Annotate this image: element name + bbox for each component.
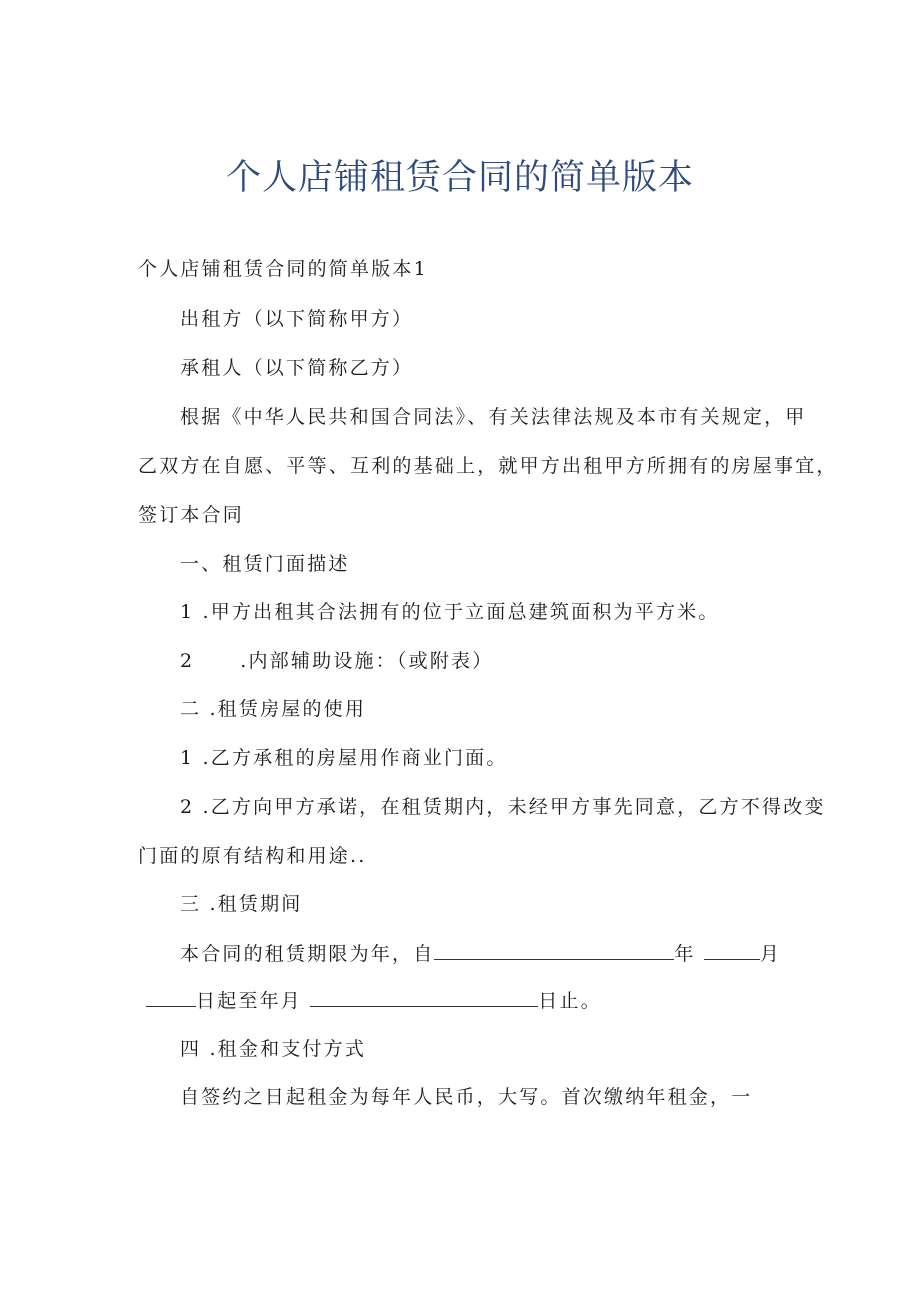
section-1-item-2 xyxy=(180,649,493,673)
section-2-heading: 二 .租赁房屋的使用 xyxy=(180,698,367,720)
preamble-line-3: 签订本合同 xyxy=(138,504,245,526)
preamble-line-2: 乙双方在自愿、平等、互利的基础上，就甲方出租甲方所拥有的房屋事宜， xyxy=(138,455,838,477)
section-2-item-2 xyxy=(180,795,826,819)
lessee-line: 承租人（以下简称乙方） xyxy=(180,357,414,379)
section-3-heading: 三 .租赁期间 xyxy=(180,893,303,915)
document-title: 个人店铺租赁合同的简单版本 xyxy=(225,158,694,198)
month-label: 月 xyxy=(759,943,782,965)
item-text: .甲方出租其合法拥有的位于立面总建筑面积为平方米。 xyxy=(202,601,720,623)
term-line-1 xyxy=(180,941,781,966)
item-number: 1 xyxy=(180,601,195,623)
year-label: 年 xyxy=(674,943,696,965)
item-text: .乙方承租的房屋用作商业门面。 xyxy=(202,747,508,769)
item-text: .内部辅助设施：（或附表） xyxy=(240,650,494,672)
item-number: 1 xyxy=(180,747,195,769)
item-number: 2 xyxy=(180,796,195,818)
document-subtitle: 个人店铺租赁合同的简单版本1 xyxy=(138,258,428,280)
term-prefix: 本合同的租赁期限为年，自 xyxy=(180,943,435,965)
item-text: .乙方向甲方承诺，在租赁期内，未经甲方事先同意，乙方不得改变 xyxy=(202,796,826,818)
end-date-blank[interactable] xyxy=(310,988,538,1007)
item-number: 2 xyxy=(180,650,195,672)
section-1-item-1 xyxy=(180,600,720,624)
term-end: 日止。 xyxy=(538,990,602,1012)
rent-line-1: 自签约之日起租金为每年人民币，大写。首次缴纳年租金，一 xyxy=(180,1086,753,1108)
section-4-heading: 四 .租金和支付方式 xyxy=(180,1038,367,1060)
section-2-item-1 xyxy=(180,746,508,770)
term-line-2 xyxy=(146,988,602,1013)
start-day-blank[interactable] xyxy=(146,988,196,1007)
lessor-line: 出租方（以下简称甲方） xyxy=(180,308,414,330)
preamble-line-1: 根据《中华人民共和国合同法》、有关法律法规及本市有关规定，甲 xyxy=(180,406,807,428)
section-2-item-2-continued: 门面的原有结构和用途.. xyxy=(138,845,367,867)
start-month-blank[interactable] xyxy=(704,941,760,960)
start-year-blank[interactable] xyxy=(434,941,674,960)
section-1-heading: 一、租赁门面描述 xyxy=(180,553,350,575)
term-mid: 日起至年月 xyxy=(196,990,303,1012)
